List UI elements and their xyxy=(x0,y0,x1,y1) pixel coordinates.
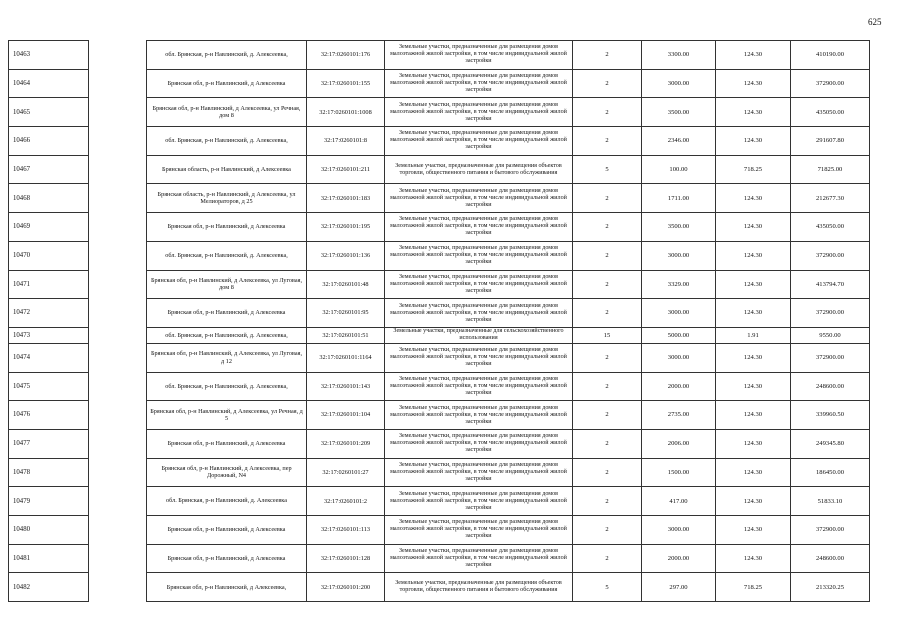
specific-value-cell: 124.30 xyxy=(716,487,791,516)
specific-value-cell: 124.30 xyxy=(716,241,791,270)
land-use-cell: Земельные участки, предназначенные для размещения домов малоэтажной жилой застройки, в том числе индивидуальной жилой застройки xyxy=(385,241,573,270)
land-use-cell: Земельные участки, предназначенные для размещения домов малоэтажной жилой застройки, в том числе индивидуальной жилой застройки xyxy=(385,213,573,242)
table-row xyxy=(9,573,870,602)
cadastral-number-cell: 32:17:0260101:27 xyxy=(307,458,385,487)
row-number-cell: 10463 xyxy=(9,41,89,70)
blank-cell xyxy=(89,544,147,573)
specific-value-cell: 124.30 xyxy=(716,401,791,430)
cadastral-number-cell: 32:17:0260101:136 xyxy=(307,241,385,270)
cadastral-number-cell: 32:17:0260101:155 xyxy=(307,69,385,98)
blank-cell xyxy=(89,458,147,487)
cadastral-value-cell: 71825.00 xyxy=(791,155,870,184)
table-row xyxy=(9,429,870,458)
blank-cell xyxy=(89,155,147,184)
specific-value-cell: 718.25 xyxy=(716,573,791,602)
table-body xyxy=(9,41,870,602)
blank-cell xyxy=(89,401,147,430)
cadastral-value-cell: 186450.00 xyxy=(791,458,870,487)
address-cell: обл. Брянская, р-н Навлинский, д. Алексеевка, xyxy=(147,241,307,270)
specific-value-cell: 124.30 xyxy=(716,270,791,299)
blank-cell xyxy=(89,127,147,156)
area-cell: 297.00 xyxy=(642,573,716,602)
area-cell: 2346.00 xyxy=(642,127,716,156)
cadastral-number-cell: 32:17:0260101:51 xyxy=(307,327,385,343)
blank-cell xyxy=(89,343,147,372)
specific-value-cell: 124.30 xyxy=(716,458,791,487)
area-cell: 2735.00 xyxy=(642,401,716,430)
area-cell: 100.00 xyxy=(642,155,716,184)
land-use-cell: Земельные участки, предназначенные для размещения домов малоэтажной жилой застройки, в том числе индивидуальной жилой застройки xyxy=(385,299,573,328)
land-use-cell: Земельные участки, предназначенные для размещения домов малоэтажной жилой застройки, в том числе индивидуальной жилой застройки xyxy=(385,429,573,458)
area-cell: 3000.00 xyxy=(642,241,716,270)
cadastral-number-cell: 32:17:0260101:195 xyxy=(307,213,385,242)
use-group-cell: 2 xyxy=(573,127,642,156)
use-group-cell: 2 xyxy=(573,516,642,545)
area-cell: 3000.00 xyxy=(642,69,716,98)
address-cell: обл. Брянская, р-н Навлинский, д. Алексеевка, xyxy=(147,41,307,70)
address-cell: Брянская обл, р-н Навлинский, д Алексеевка xyxy=(147,299,307,328)
cadastral-number-cell: 32:17:0260101:128 xyxy=(307,544,385,573)
land-use-cell: Земельные участки, предназначенные для размещения домов малоэтажной жилой застройки, в том числе индивидуальной жилой застройки xyxy=(385,401,573,430)
land-use-cell: Земельные участки, предназначенные для размещения домов малоэтажной жилой застройки, в том числе индивидуальной жилой застройки xyxy=(385,516,573,545)
use-group-cell: 2 xyxy=(573,213,642,242)
cadastral-value-cell: 372900.00 xyxy=(791,69,870,98)
cadastral-value-cell: 291607.80 xyxy=(791,127,870,156)
land-use-cell: Земельные участки, предназначенные для размещения домов малоэтажной жилой застройки, в том числе индивидуальной жилой застройки xyxy=(385,270,573,299)
table-row xyxy=(9,458,870,487)
cadastral-value-cell: 339960.50 xyxy=(791,401,870,430)
cadastral-value-cell: 249345.80 xyxy=(791,429,870,458)
use-group-cell: 2 xyxy=(573,184,642,213)
address-cell: обл. Брянская, р-н Навлинский, д. Алексеевка, xyxy=(147,127,307,156)
table-row xyxy=(9,343,870,372)
land-use-cell: Земельные участки, предназначенные для размещения домов малоэтажной жилой застройки, в том числе индивидуальной жилой застройки xyxy=(385,41,573,70)
area-cell: 3500.00 xyxy=(642,98,716,127)
specific-value-cell: 124.30 xyxy=(716,127,791,156)
row-number-cell: 10476 xyxy=(9,401,89,430)
cadastral-value-cell: 372900.00 xyxy=(791,299,870,328)
land-use-cell: Земельные участки, предназначенные для размещения домов малоэтажной жилой застройки, в том числе индивидуальной жилой застройки xyxy=(385,544,573,573)
area-cell: 2000.00 xyxy=(642,544,716,573)
row-number-cell: 10466 xyxy=(9,127,89,156)
table-row xyxy=(9,270,870,299)
row-number-cell: 10480 xyxy=(9,516,89,545)
specific-value-cell: 124.30 xyxy=(716,98,791,127)
row-number-cell: 10468 xyxy=(9,184,89,213)
specific-value-cell: 124.30 xyxy=(716,516,791,545)
address-cell: Брянская область, р-н Навлинский, д Алексеевка xyxy=(147,155,307,184)
area-cell: 1500.00 xyxy=(642,458,716,487)
cadastral-value-cell: 410190.00 xyxy=(791,41,870,70)
land-use-cell: Земельные участки, предназначенные для размещения объектов торговли, общественного питания и бытового обслуживания xyxy=(385,573,573,602)
cadastral-value-cell: 372900.00 xyxy=(791,516,870,545)
table-row xyxy=(9,155,870,184)
cadastral-number-cell: 32:17:0260101:209 xyxy=(307,429,385,458)
address-cell: обл. Брянская, р-н Навлинский, д. Алексеевка, xyxy=(147,372,307,401)
address-cell: Брянская область, р-н Навлинский, д Алексеевка, ул Мелиораторов, д 25 xyxy=(147,184,307,213)
row-number-cell: 10464 xyxy=(9,69,89,98)
table-row xyxy=(9,41,870,70)
table-row xyxy=(9,372,870,401)
use-group-cell: 2 xyxy=(573,98,642,127)
row-number-cell: 10465 xyxy=(9,98,89,127)
row-number-cell: 10474 xyxy=(9,343,89,372)
area-cell: 2006.00 xyxy=(642,429,716,458)
specific-value-cell: 124.30 xyxy=(716,69,791,98)
address-cell: Брянская обл, р-н Навлинский, д Алексеевка xyxy=(147,69,307,98)
land-use-cell: Земельные участки, предназначенные для размещения домов малоэтажной жилой застройки, в том числе индивидуальной жилой застройки xyxy=(385,343,573,372)
row-number-cell: 10470 xyxy=(9,241,89,270)
use-group-cell: 2 xyxy=(573,299,642,328)
area-cell: 3300.00 xyxy=(642,41,716,70)
cadastral-number-cell: 32:17:0260101:113 xyxy=(307,516,385,545)
use-group-cell: 2 xyxy=(573,458,642,487)
blank-cell xyxy=(89,573,147,602)
address-cell: Брянская обл, р-н Навлинский, д Алексеевка, пер Дорожный, N4 xyxy=(147,458,307,487)
area-cell: 3000.00 xyxy=(642,299,716,328)
specific-value-cell: 124.30 xyxy=(716,213,791,242)
cadastral-value-cell: 413794.70 xyxy=(791,270,870,299)
blank-cell xyxy=(89,41,147,70)
table-row xyxy=(9,69,870,98)
land-use-cell: Земельные участки, предназначенные для сельскохозяйственного использования xyxy=(385,327,573,343)
address-cell: Брянская обл, р-н Навлинский, д Алексеевка xyxy=(147,429,307,458)
cadastral-value-cell: 435050.00 xyxy=(791,98,870,127)
cadastral-value-cell: 51833.10 xyxy=(791,487,870,516)
blank-cell xyxy=(89,429,147,458)
use-group-cell: 2 xyxy=(573,270,642,299)
specific-value-cell: 124.30 xyxy=(716,184,791,213)
cadastral-value-cell: 248600.00 xyxy=(791,372,870,401)
cadastral-value-cell: 212677.30 xyxy=(791,184,870,213)
row-number-cell: 10471 xyxy=(9,270,89,299)
cadastral-number-cell: 32:17:0260101:104 xyxy=(307,401,385,430)
row-number-cell: 10481 xyxy=(9,544,89,573)
land-use-cell: Земельные участки, предназначенные для размещения домов малоэтажной жилой застройки, в том числе индивидуальной жилой застройки xyxy=(385,458,573,487)
area-cell: 3500.00 xyxy=(642,213,716,242)
land-use-cell: Земельные участки, предназначенные для размещения домов малоэтажной жилой застройки, в том числе индивидуальной жилой застройки xyxy=(385,69,573,98)
cadastral-number-cell: 32:17:0260101:143 xyxy=(307,372,385,401)
area-cell: 417.00 xyxy=(642,487,716,516)
row-number-cell: 10478 xyxy=(9,458,89,487)
specific-value-cell: 124.30 xyxy=(716,544,791,573)
blank-cell xyxy=(89,372,147,401)
row-number-cell: 10469 xyxy=(9,213,89,242)
row-number-cell: 10479 xyxy=(9,487,89,516)
cadastral-value-cell: 9550.00 xyxy=(791,327,870,343)
address-cell: Брянская обл, р-н Навлинский, д Алексеевка, ул Речная, д 5 xyxy=(147,401,307,430)
row-number-cell: 10467 xyxy=(9,155,89,184)
address-cell: Брянская обл, р-н Навлинский, д Алексеевка, ул Луговая, дом 8 xyxy=(147,270,307,299)
blank-cell xyxy=(89,299,147,328)
use-group-cell: 5 xyxy=(573,155,642,184)
cadastral-number-cell: 32:17:0260101:183 xyxy=(307,184,385,213)
land-use-cell: Земельные участки, предназначенные для размещения домов малоэтажной жилой застройки, в том числе индивидуальной жилой застройки xyxy=(385,184,573,213)
area-cell: 5000.00 xyxy=(642,327,716,343)
land-use-cell: Земельные участки, предназначенные для размещения домов малоэтажной жилой застройки, в том числе индивидуальной жилой застройки xyxy=(385,372,573,401)
use-group-cell: 5 xyxy=(573,573,642,602)
table-row xyxy=(9,516,870,545)
specific-value-cell: 124.30 xyxy=(716,41,791,70)
use-group-cell: 2 xyxy=(573,487,642,516)
row-number-cell: 10482 xyxy=(9,573,89,602)
row-number-cell: 10472 xyxy=(9,299,89,328)
cadastral-number-cell: 32:17:0260101:1008 xyxy=(307,98,385,127)
cadastral-number-cell: 32:17:0260101:8 xyxy=(307,127,385,156)
address-cell: Брянская обл, р-н Навлинский, д Алексеевка xyxy=(147,213,307,242)
land-use-cell: Земельные участки, предназначенные для размещения домов малоэтажной жилой застройки, в том числе индивидуальной жилой застройки xyxy=(385,98,573,127)
cadastral-value-cell: 213320.25 xyxy=(791,573,870,602)
specific-value-cell: 124.30 xyxy=(716,429,791,458)
area-cell: 3000.00 xyxy=(642,343,716,372)
use-group-cell: 2 xyxy=(573,372,642,401)
use-group-cell: 2 xyxy=(573,241,642,270)
blank-cell xyxy=(89,327,147,343)
cadastral-number-cell: 32:17:0260101:211 xyxy=(307,155,385,184)
cadastral-value-cell: 435050.00 xyxy=(791,213,870,242)
use-group-cell: 15 xyxy=(573,327,642,343)
area-cell: 1711.00 xyxy=(642,184,716,213)
cadastral-number-cell: 32:17:0260101:2 xyxy=(307,487,385,516)
table-row xyxy=(9,184,870,213)
address-cell: обл. Брянская, р-н Навлинский, д. Алексеевка, xyxy=(147,327,307,343)
specific-value-cell: 124.30 xyxy=(716,343,791,372)
table-row xyxy=(9,213,870,242)
row-number-cell: 10473 xyxy=(9,327,89,343)
specific-value-cell: 124.30 xyxy=(716,372,791,401)
blank-cell xyxy=(89,516,147,545)
address-cell: Брянская обл, р-н Навлинский, д Алексеевка xyxy=(147,516,307,545)
table-row xyxy=(9,327,870,343)
land-use-cell: Земельные участки, предназначенные для размещения объектов торговли, общественного питания и бытового обслуживания xyxy=(385,155,573,184)
land-use-cell: Земельные участки, предназначенные для размещения домов малоэтажной жилой застройки, в том числе индивидуальной жилой застройки xyxy=(385,127,573,156)
land-use-cell: Земельные участки, предназначенные для размещения домов малоэтажной жилой застройки, в том числе индивидуальной жилой застройки xyxy=(385,487,573,516)
cadastral-value-table xyxy=(8,40,870,602)
address-cell: Брянская обл, р-н Навлинский, д Алексеевка, ул Луговая, д 12 xyxy=(147,343,307,372)
cadastral-number-cell: 32:17:0260101:200 xyxy=(307,573,385,602)
use-group-cell: 2 xyxy=(573,41,642,70)
cadastral-number-cell: 32:17:0260101:48 xyxy=(307,270,385,299)
blank-cell xyxy=(89,213,147,242)
cadastral-value-cell: 372900.00 xyxy=(791,343,870,372)
use-group-cell: 2 xyxy=(573,343,642,372)
blank-cell xyxy=(89,69,147,98)
use-group-cell: 2 xyxy=(573,69,642,98)
table-row xyxy=(9,127,870,156)
specific-value-cell: 718.25 xyxy=(716,155,791,184)
use-group-cell: 2 xyxy=(573,401,642,430)
table-row xyxy=(9,98,870,127)
table-row xyxy=(9,487,870,516)
area-cell: 2000.00 xyxy=(642,372,716,401)
address-cell: Брянская обл, р-н Навлинский, д Алексеевка, xyxy=(147,573,307,602)
row-number-cell: 10475 xyxy=(9,372,89,401)
table-row xyxy=(9,401,870,430)
row-number-cell: 10477 xyxy=(9,429,89,458)
table-row xyxy=(9,299,870,328)
page-number: 625 xyxy=(868,17,882,27)
blank-cell xyxy=(89,184,147,213)
blank-cell xyxy=(89,487,147,516)
cadastral-number-cell: 32:17:0260101:95 xyxy=(307,299,385,328)
address-cell: Брянская обл, р-н Навлинский, д Алексеевка, ул Речная, дом 8 xyxy=(147,98,307,127)
use-group-cell: 2 xyxy=(573,544,642,573)
address-cell: Брянская обл, р-н Навлинский, д Алексеевка xyxy=(147,544,307,573)
area-cell: 3329.00 xyxy=(642,270,716,299)
blank-cell xyxy=(89,98,147,127)
blank-cell xyxy=(89,270,147,299)
table-row xyxy=(9,544,870,573)
cadastral-number-cell: 32:17:0260101:176 xyxy=(307,41,385,70)
blank-cell xyxy=(89,241,147,270)
specific-value-cell: 1.91 xyxy=(716,327,791,343)
cadastral-value-cell: 248600.00 xyxy=(791,544,870,573)
specific-value-cell: 124.30 xyxy=(716,299,791,328)
area-cell: 3000.00 xyxy=(642,516,716,545)
address-cell: обл. Брянская, р-н Навлинский, д. Алексеевка xyxy=(147,487,307,516)
use-group-cell: 2 xyxy=(573,429,642,458)
cadastral-value-cell: 372900.00 xyxy=(791,241,870,270)
cadastral-number-cell: 32:17:0260101:1164 xyxy=(307,343,385,372)
table-row xyxy=(9,241,870,270)
